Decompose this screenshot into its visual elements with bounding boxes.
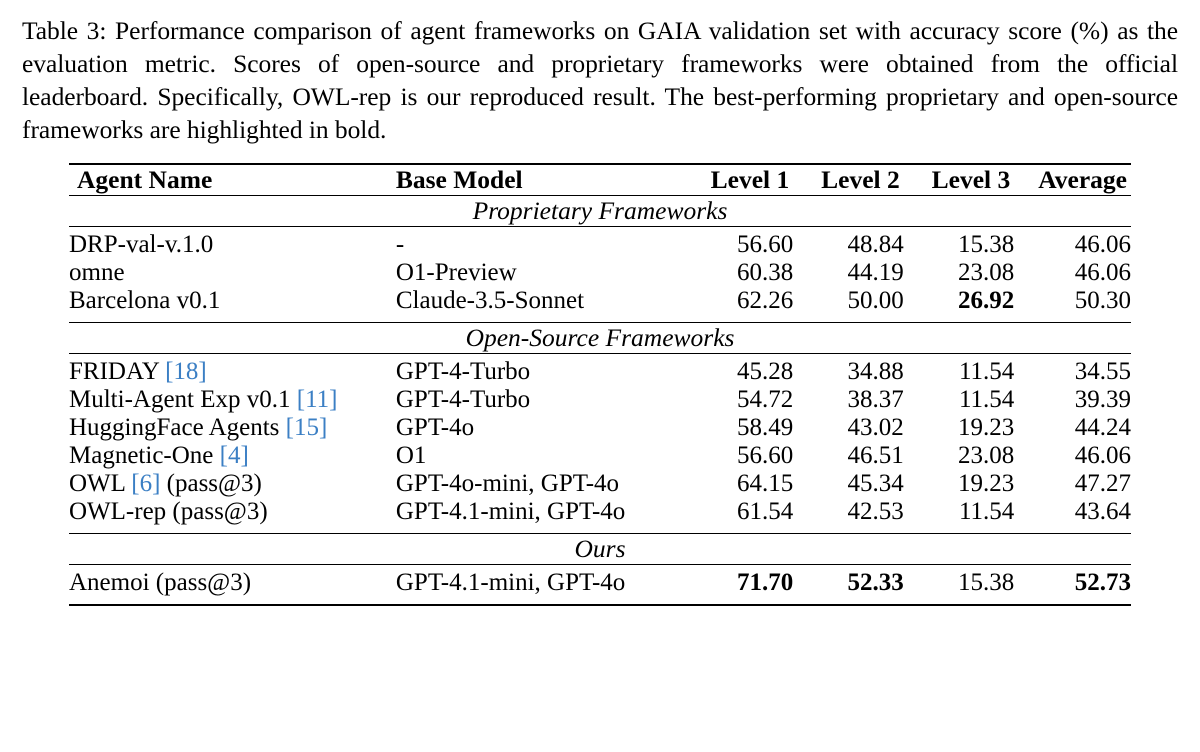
cell-level-1: 60.38: [737, 258, 794, 286]
cell-agent-name: [69, 259, 396, 287]
section-title: Open-Source Frameworks: [465, 322, 735, 352]
cell-level-3: 19.23: [958, 413, 1015, 441]
agent-name-text: OWL: [69, 469, 125, 497]
cell-agent-name: [69, 414, 396, 442]
cell-agent-name: [69, 358, 396, 386]
cell-average: 46.06: [1074, 441, 1131, 469]
cell-agent-name: [69, 498, 396, 526]
cell-level-3: 11.54: [958, 385, 1015, 413]
header-level-2: Level 2: [821, 164, 900, 194]
header-agent-name: Agent Name: [77, 164, 213, 194]
cell-base-model: GPT-4.1-mini, GPT-4o: [395, 497, 626, 525]
cell-level-1: 62.26: [737, 286, 794, 314]
cell-level-2: 45.34: [847, 469, 904, 497]
citation-link[interactable]: [4]: [219, 441, 249, 469]
table-row: [69, 414, 1131, 442]
agent-name-text: omne: [69, 258, 125, 286]
cell-level-3: 23.08: [958, 258, 1015, 286]
cell-average: 39.39: [1074, 385, 1131, 413]
cell-average: 44.24: [1074, 413, 1131, 441]
cell-average: 46.06: [1074, 258, 1131, 286]
header-base-model: Base Model: [395, 164, 523, 194]
agent-name-text: Magnetic-One: [69, 441, 214, 469]
citation-link[interactable]: [6]: [131, 469, 161, 497]
cell-average: 52.73: [1074, 568, 1131, 596]
cell-base-model: GPT-4-Turbo: [395, 357, 531, 385]
agent-name-text: DRP-val-v.1.0: [69, 230, 214, 258]
section-title: Proprietary Frameworks: [472, 195, 728, 225]
table-row: [69, 470, 1131, 498]
results-table: [69, 163, 1131, 606]
table-row: [69, 287, 1131, 315]
table-row: [69, 569, 1131, 597]
cell-level-2: 42.53: [847, 497, 904, 525]
table-row: [69, 358, 1131, 386]
cell-base-model: GPT-4-Turbo: [395, 385, 531, 413]
agent-name-text: FRIDAY: [69, 357, 159, 385]
cell-average: 43.64: [1074, 497, 1131, 525]
cell-level-2: 46.51: [847, 441, 904, 469]
cell-level-3: 15.38: [958, 230, 1015, 258]
table-bottom-rule: [69, 605, 1131, 606]
cell-base-model: GPT-4o-mini, GPT-4o: [395, 469, 620, 497]
cell-base-model: -: [395, 230, 405, 258]
cell-level-1: 56.60: [737, 441, 794, 469]
cell-level-2: 50.00: [847, 286, 904, 314]
cell-base-model: O1: [395, 441, 427, 469]
cell-agent-name: [69, 287, 396, 315]
table-row: [69, 442, 1131, 470]
cell-level-1: 56.60: [737, 230, 794, 258]
table-caption: Table 3: Performance comparison of agent frameworks on GAIA validation set with accuracy score (%) as the evaluation metric. Scores of open-source and proprietary frameworks were obtained from the official leaderboard. Specifically, OWL-rep is our reproduced result. The best-performing proprietary and open-source frameworks are highlighted in bold.: [22, 16, 1178, 145]
cell-agent-name: [69, 442, 396, 470]
section-title: Ours: [574, 533, 626, 563]
cell-level-2: 43.02: [847, 413, 904, 441]
cell-level-2: 34.88: [847, 357, 904, 385]
cell-level-2: 52.33: [847, 568, 904, 596]
cell-level-2: 44.19: [847, 258, 904, 286]
cell-level-1: 64.15: [737, 469, 794, 497]
cell-agent-name: [69, 231, 396, 259]
cell-level-3: 15.38: [958, 568, 1015, 596]
agent-name-text: HuggingFace Agents: [69, 413, 280, 441]
header-level-3: Level 3: [931, 164, 1011, 194]
cell-level-1: 71.70: [737, 568, 794, 596]
cell-level-3: 23.08: [958, 441, 1015, 469]
cell-agent-name: [69, 386, 396, 414]
cell-level-3: 19.23: [958, 469, 1015, 497]
agent-name-text: Multi-Agent Exp v0.1: [69, 385, 291, 413]
citation-link[interactable]: [11]: [296, 385, 338, 413]
agent-name-text: Anemoi (pass@3): [69, 568, 252, 596]
table-row: [69, 386, 1131, 414]
cell-level-1: 45.28: [737, 357, 794, 385]
cell-base-model: O1-Preview: [395, 258, 517, 286]
row-spacer: [69, 315, 1131, 323]
table-row: [69, 259, 1131, 287]
cell-base-model: Claude-3.5-Sonnet: [395, 286, 585, 314]
cell-level-1: 58.49: [737, 413, 794, 441]
section-header-row: [69, 534, 1131, 565]
agent-name-text: Barcelona v0.1: [69, 286, 221, 314]
section-header-row: [69, 323, 1131, 354]
cell-agent-name: [69, 470, 396, 498]
header-average: Average: [1038, 164, 1127, 194]
cell-level-3: 11.54: [958, 497, 1015, 525]
row-spacer: [69, 597, 1131, 605]
header-level-1: Level 1: [710, 164, 790, 194]
cell-average: 46.06: [1074, 230, 1131, 258]
cell-level-1: 61.54: [737, 497, 794, 525]
cell-base-model: GPT-4.1-mini, GPT-4o: [395, 568, 626, 596]
table-row: [69, 231, 1131, 259]
cell-level-2: 48.84: [847, 230, 904, 258]
cell-average: 50.30: [1074, 286, 1131, 314]
cell-average: 34.55: [1074, 357, 1131, 385]
table-header-row: [69, 165, 1131, 196]
citation-link[interactable]: [15]: [285, 413, 328, 441]
section-header-row: [69, 196, 1131, 227]
agent-name-text: OWL-rep (pass@3): [69, 497, 268, 525]
cell-level-3: 26.92: [958, 286, 1015, 314]
cell-level-1: 54.72: [737, 385, 794, 413]
cell-average: 47.27: [1074, 469, 1131, 497]
row-spacer: [69, 526, 1131, 534]
cell-level-3: 11.54: [958, 357, 1015, 385]
cell-agent-name: [69, 569, 396, 597]
table-body: [69, 164, 1131, 606]
cell-base-model: GPT-4o: [395, 413, 475, 441]
cell-level-2: 38.37: [847, 385, 904, 413]
table-row: [69, 498, 1131, 526]
agent-name-suffix: (pass@3): [166, 469, 262, 497]
citation-link[interactable]: [18]: [165, 357, 207, 385]
